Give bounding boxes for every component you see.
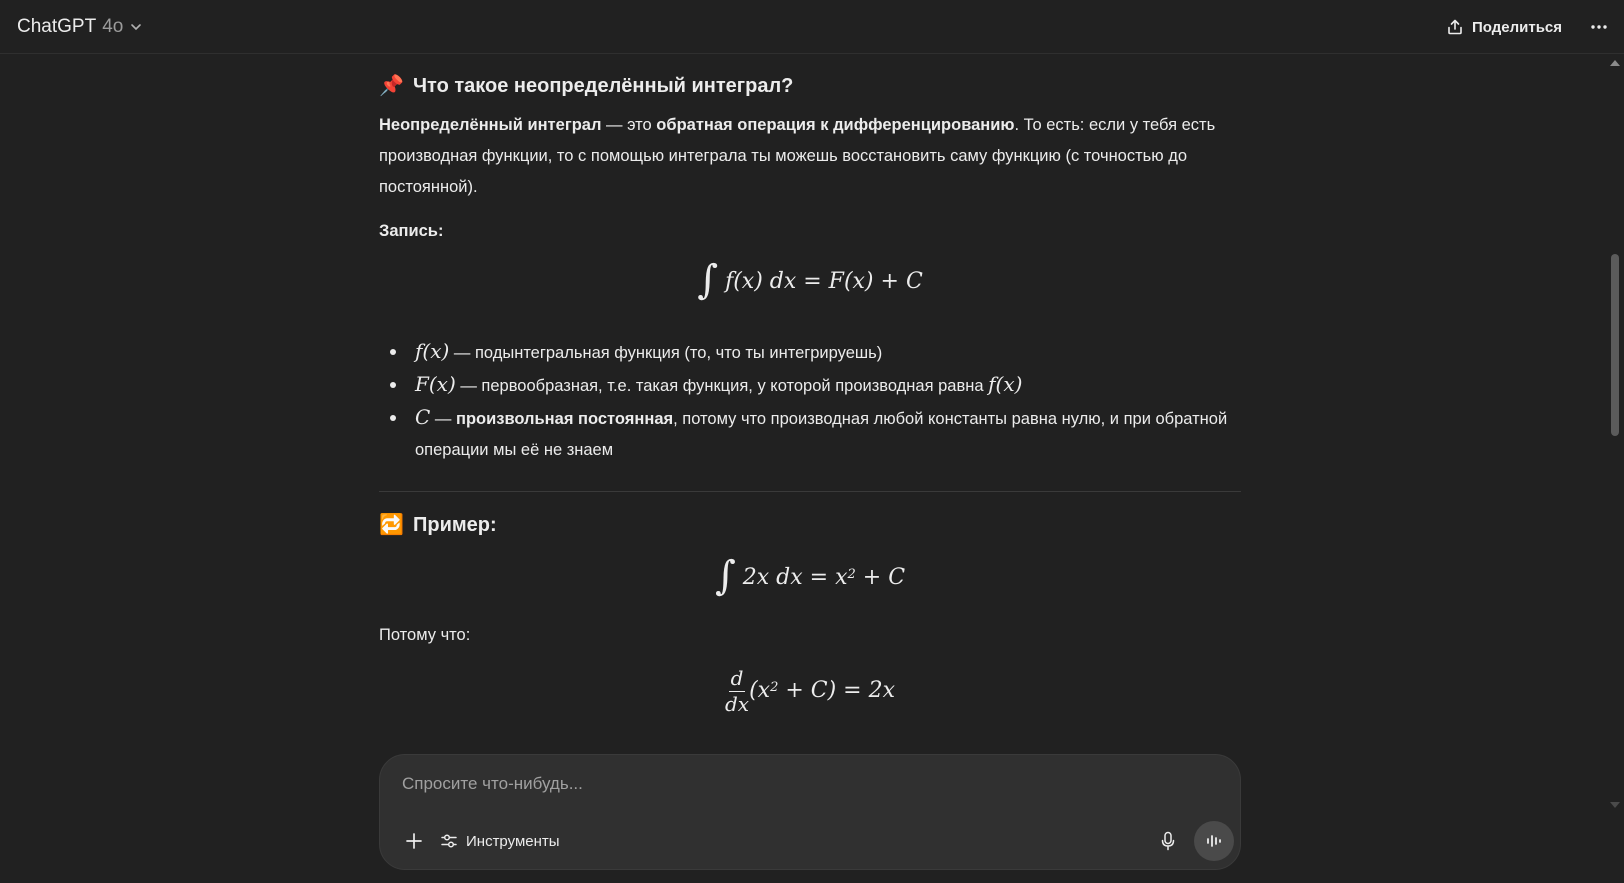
formula-example [379,548,1241,611]
formula-derivative [379,666,1241,719]
scrollbar[interactable] [1608,56,1622,836]
math-term: C [415,405,431,429]
voice-mode-button[interactable] [1194,821,1234,861]
model-name: ChatGPT [17,16,97,37]
pushpin-icon: 📌 [379,75,404,97]
voice-waveform-icon [1205,833,1223,849]
formula-tail: + C [855,565,906,590]
add-attachment-button[interactable] [396,823,432,859]
share-label: Поделиться [1472,18,1563,36]
tools-label: Инструменты [466,832,560,850]
math-term: F(x) [415,372,456,396]
more-options-button[interactable] [1584,12,1614,42]
definition-list [379,336,1241,466]
list-item-text-rest: , потому что производная любой константы равна нулю, и при обратной операции мы её не знаем [415,410,1228,459]
list-item-text: — первообразная, т.е. такая функция, у которой производная равна [455,377,989,395]
assistant-message [379,54,1241,764]
formula-tail: + C) = 2x [778,678,896,703]
intro-bold-term: Неопределённый интеграл [379,116,602,134]
section-heading-definition [379,71,793,102]
formula-body: (x [749,678,771,703]
list-item [379,402,1241,466]
chevron-down-icon [129,20,143,34]
list-item-text: — подынтегральная функция (то, что ты интегрируешь) [449,344,883,362]
math-term: f(x) [988,372,1023,396]
fraction-denominator: dx [724,691,750,716]
prompt-input[interactable] [402,769,1202,799]
list-item-text: — [430,410,456,428]
list-item-bold: произвольная постоянная [455,410,674,428]
intro-paragraph [379,110,1241,203]
sliders-icon [440,832,458,850]
section-title: Пример: [413,514,497,536]
plus-icon [405,832,423,850]
section-title: Что такое неопределённый интеграл? [413,75,794,97]
section-heading-example [379,510,497,541]
message-composer [379,754,1241,870]
microphone-icon [1159,831,1177,851]
formula-body: f(x) dx = F(x) + C [725,269,923,294]
top-bar [0,0,1624,54]
fraction-numerator: d [730,665,744,690]
intro-bold-definition: обратная операция к дифференцированию [656,116,1015,134]
model-version: 4o [102,16,124,37]
scrollbar-thumb[interactable] [1611,254,1619,436]
exponent: 2 [847,567,856,582]
list-item [379,369,1241,402]
formula-indefinite-integral [379,252,1241,312]
list-item [379,336,1241,369]
fraction [724,665,750,716]
share-icon [1446,18,1464,36]
more-icon [1590,24,1608,30]
formula-body: 2x dx = x [742,565,848,590]
math-term: f(x) [415,339,450,363]
share-button[interactable] [1446,12,1562,42]
divider [379,491,1241,492]
dictate-button[interactable] [1150,823,1186,859]
integral-sign: ∫ [714,553,736,599]
repeat-icon: 🔁 [379,514,404,536]
model-switcher[interactable] [17,14,143,40]
scroll-down-arrow-icon[interactable] [1610,802,1620,808]
intro-text-rest: . То есть: если у тебя есть производная функции, то с помощью интеграла ты можешь восстановить саму функцию (с точностью до постоянной). [379,116,1216,196]
integral-sign: ∫ [697,257,719,303]
because-label: Потому что: [379,626,471,644]
scroll-up-arrow-icon[interactable] [1610,60,1620,66]
tools-button[interactable] [440,823,560,859]
intro-text: — это [601,116,657,134]
notation-label: Запись: [379,222,444,240]
exponent: 2 [770,680,779,695]
